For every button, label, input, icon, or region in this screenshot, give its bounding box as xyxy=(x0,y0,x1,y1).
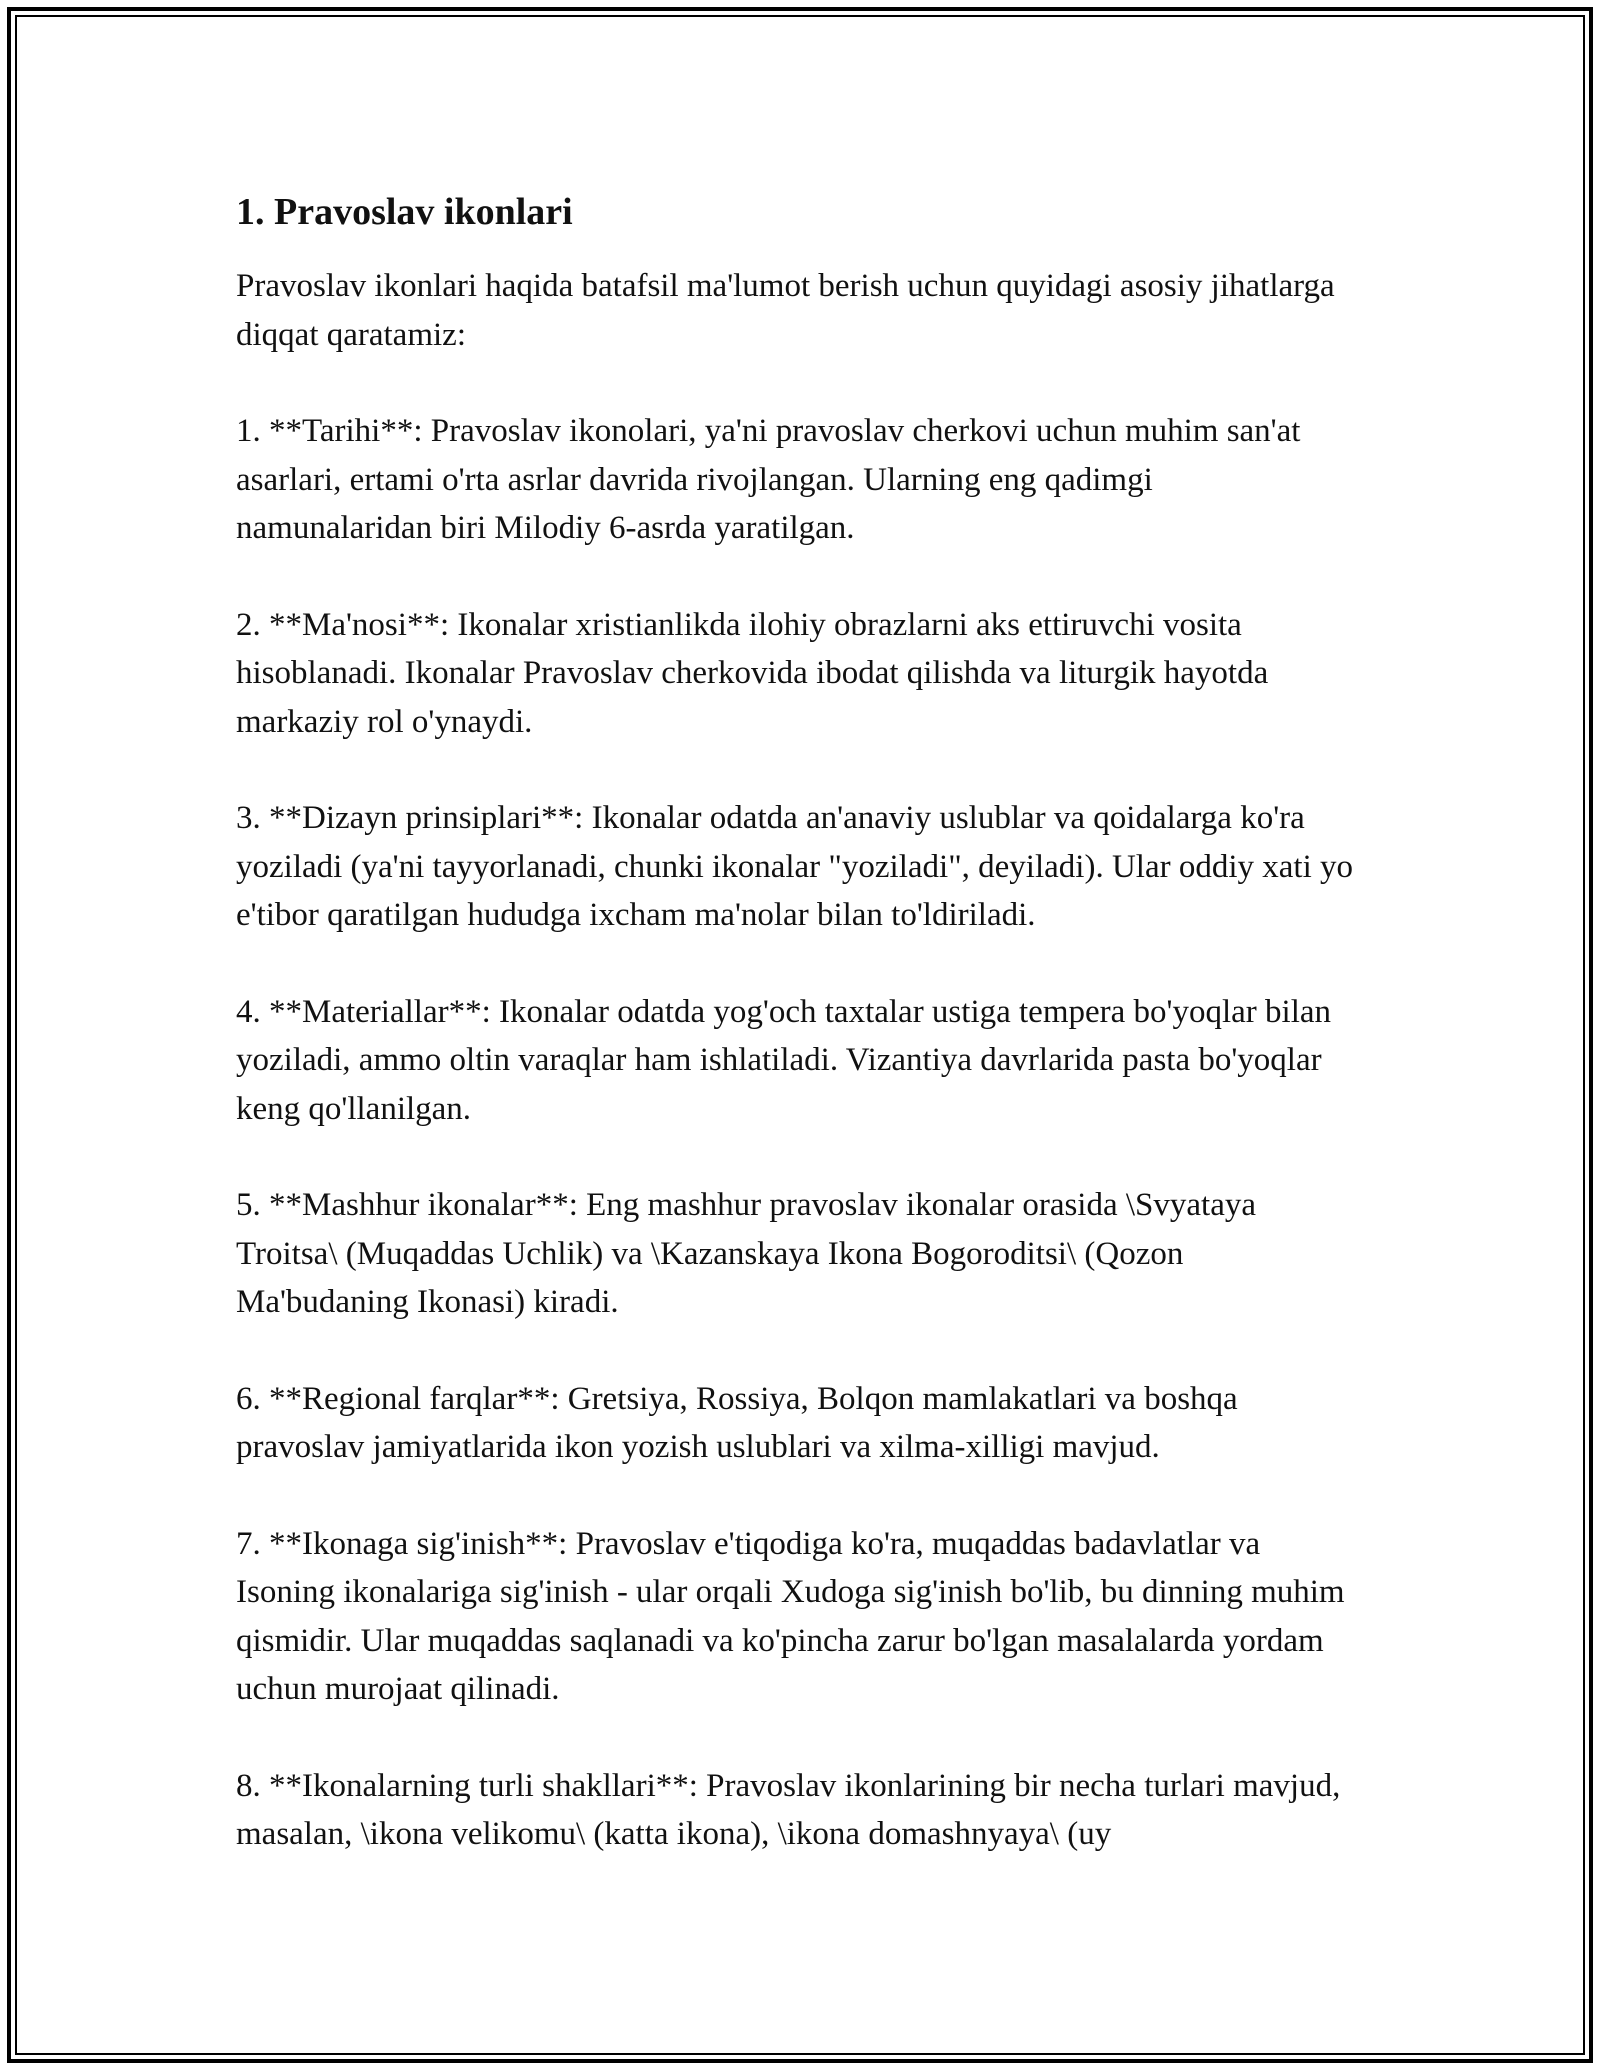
item-famous-icons: 5. **Mashhur ikonalar**: Eng mashhur pravoslav ikonalar orasida \Svyataya Troitsa\ (Muqaddas Uchlik) va \Kazanskaya Ikona Bogoroditsi\ (Qozon Ma'budaning Ikonasi) kiradi. xyxy=(236,1187,1257,1320)
document-body xyxy=(236,188,1356,1859)
item-icon-veneration: 7. **Ikonaga sig'inish**: Pravoslav e'tiqodiga ko'ra, muqaddas badavlatlar va Isoning ikonalariga sig'inish - ular orqali Xudoga sig'inish bo'lib, bu dinning muhim qismidir. Ular muqaddas saqlanadi va ko'pincha zarur bo'lgan masalalarda yordam uchun murojaat qilinadi. xyxy=(236,1525,1345,1707)
section-heading: 1. Pravoslav ikonlari xyxy=(236,191,573,233)
item-materials: 4. **Materiallar**: Ikonalar odatda yog'och taxtalar ustiga tempera bo'yoqlar bilan yoziladi, ammo oltin varaqlar ham ishlatiladi. Vizantiya davrlarida pasta bo'yoqlar keng qo'llanilgan. xyxy=(236,993,1332,1127)
item-history: 1. **Tarihi**: Pravoslav ikonolari, ya'ni pravoslav cherkovi uchun muhim san'at asarlari, ertami o'rta asrlar davrida rivojlangan. Ularning eng qadimgi namunalaridan biri Milodiy 6-asrda yaratilgan. xyxy=(236,413,1301,546)
item-design-principles: 3. **Dizayn prinsiplari**: Ikonalar odatda an'anaviy uslublar va qoidalarga ko'ra yoziladi (ya'ni tayyorlanadi, chunki ikonalar "yoziladi", deyiladi). Ular oddiy xati yo e'tibor qaratilgan hududga ixcham ma'nolar bilan to'ldiriladi. xyxy=(236,800,1353,933)
item-regional-differences: 6. **Regional farqlar**: Gretsiya, Rossiya, Bolqon mamlakatlari va boshqa pravoslav jamiyatlarida ikon yozish uslublari va xilma-xilligi mavjud. xyxy=(236,1380,1238,1465)
item-meaning: 2. **Ma'nosi**: Ikonalar xristianlikda ilohiy obrazlarni aks ettiruvchi vosita hisoblanadi. Ikonalar Pravoslav cherkovida ibodat qilishda va liturgik hayotda markaziy rol o'ynaydi. xyxy=(236,606,1269,740)
item-icon-forms: 8. **Ikonalarning turli shakllari**: Pravoslav ikonlarining bir necha turlari mavjud, masalan, \ikona velikomu\ (katta ikona), \ikona domashnyaya\ (uy xyxy=(236,1767,1341,1852)
intro-paragraph: Pravoslav ikonlari haqida batafsil ma'lumot berish uchun quyidagi asosiy jihatlarga diqqat qaratamiz: xyxy=(236,268,1335,353)
